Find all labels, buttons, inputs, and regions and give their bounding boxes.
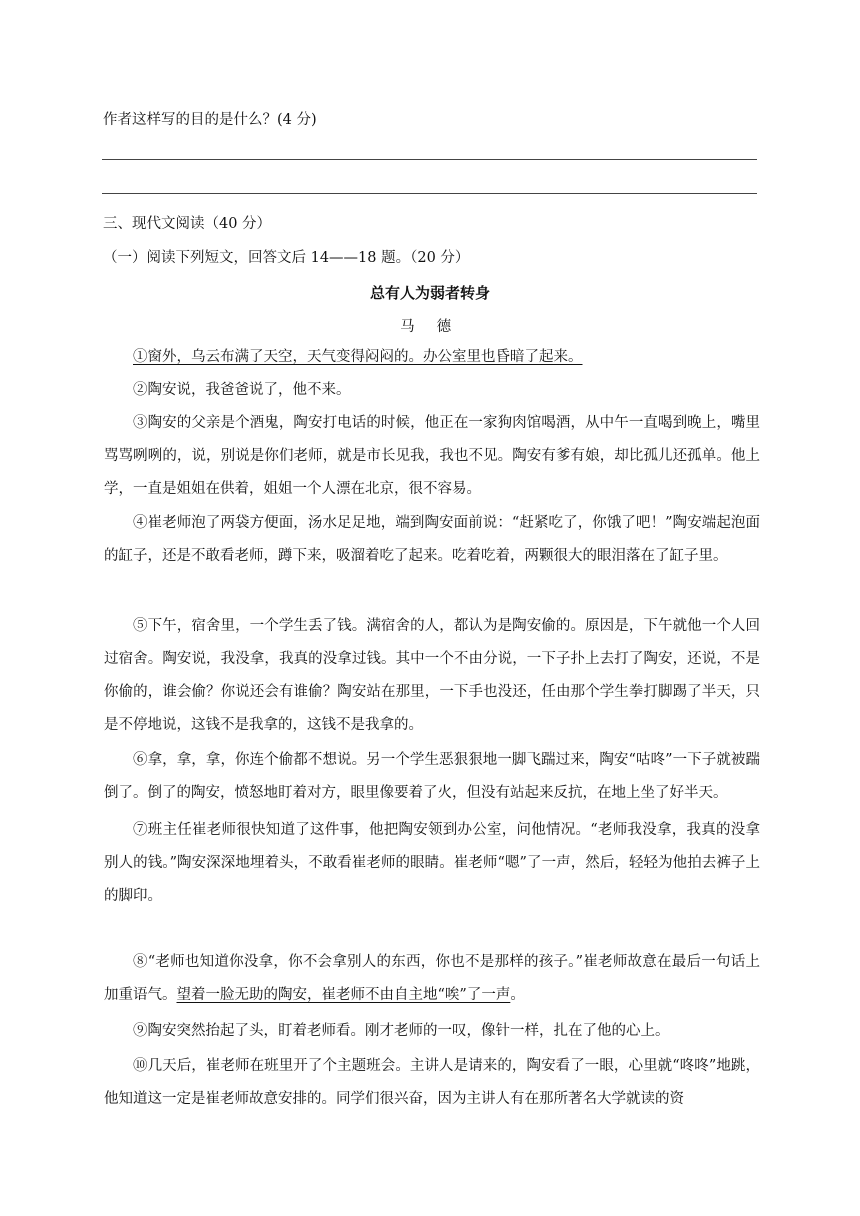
paragraph-2: ②陶安说，我爸爸说了，他不来。 [133, 382, 351, 398]
paragraph-8-end: 。 [510, 987, 525, 1003]
article-title: 总有人为弱者转身 [369, 284, 490, 302]
paragraph-7: ⑦班主任崔老师很快知道了这件事，他把陶安领到办公室，问他情况。“老师我没拿，我真的没拿别人的钱。”陶安深深地埋着头，不敢看崔老师的眼睛。崔老师“嗯”了一声，然后，轻轻为他拍去裤子上的脚印。 [104, 822, 760, 904]
article-author: 马 德 [400, 319, 460, 335]
paragraph-8-text: ⑧“老师也知道你没拿，你不会拿别人的东西，你也不是那样的孩子。”崔老师故意在最后一句话上加重语气。 [104, 954, 760, 1003]
subsection-heading: （一）阅读下列短文，回答文后 14——18 题。（20 分） [103, 250, 470, 266]
underlined-sentence-8: 望着一脸无助的陶安，崔老师不由自主地“唉”了一声 [176, 987, 511, 1003]
paragraph-10: ⑩几天后，崔老师在班里开了个主题班会。主讲人是请来的，陶安看了一眼，心里就“咚咚”地跳，他知道这一定是崔老师故意安排的。同学们很兴奋，因为主讲人有在那所著名大学就读的资 [104, 1058, 760, 1107]
answer-line-1 [102, 159, 757, 160]
section-heading: 三、现代文阅读（40 分） [103, 216, 272, 232]
paragraph-3: ③陶安的父亲是个酒鬼，陶安打电话的时候，他正在一家狗肉馆喝酒，从中午一直喝到晚上，嘴里骂骂咧咧的，说，别说是你们老师，就是市长见我，我也不见。陶安有爹有娘，却比孤儿还孤单。他上学，一直是姐姐在供着，姐姐一个人漂在北京，很不容易。 [104, 415, 760, 497]
paragraph-4: ④崔老师泡了两袋方便面，汤水足足地，端到陶安面前说：“赶紧吃了，你饿了吧！”陶安端起泡面的缸子，还是不敢看老师，蹲下来，吸溜着吃了起来。吃着吃着，两颗很大的眼泪落在了缸子里。 [104, 515, 760, 564]
answer-line-2 [102, 193, 757, 194]
question-prompt: 作者这样写的目的是什么？(4 分) [103, 112, 317, 128]
paragraph-5: ⑤下午，宿舍里，一个学生丢了钱。满宿舍的人，都认为是陶安偷的。原因是，下午就他一个人回过宿舍。陶安说，我没拿，我真的没拿过钱。其中一个不由分说，一下子扑上去打了陶安，还说，不是你偷的，谁会偷？你说还会有谁偷？陶安站在那里，一下手也没还，任由那个学生拳打脚踢了半天，只是不停地说，这钱不是我拿的，这钱不是我拿的。 [104, 618, 760, 733]
underlined-sentence-1: ①窗外，乌云布满了天空，天气变得闷闷的。办公室里也昏暗了起来。 [133, 349, 583, 365]
paragraph-9: ⑨陶安突然抬起了头，盯着老师看。刚才老师的一叹，像针一样，扎在了他的心上。 [133, 1023, 670, 1039]
paragraph-6: ⑥拿，拿，拿，你连个偷都不想说。另一个学生恶狠狠地一脚飞踹过来，陶安“咕咚”一下子就被踹倒了。倒了的陶安，愤怒地盯着对方，眼里像要着了火，但没有站起来反抗，在地上坐了好半天。 [104, 752, 760, 801]
paragraph-1 [104, 341, 760, 374]
paragraph-8 [104, 946, 760, 1012]
